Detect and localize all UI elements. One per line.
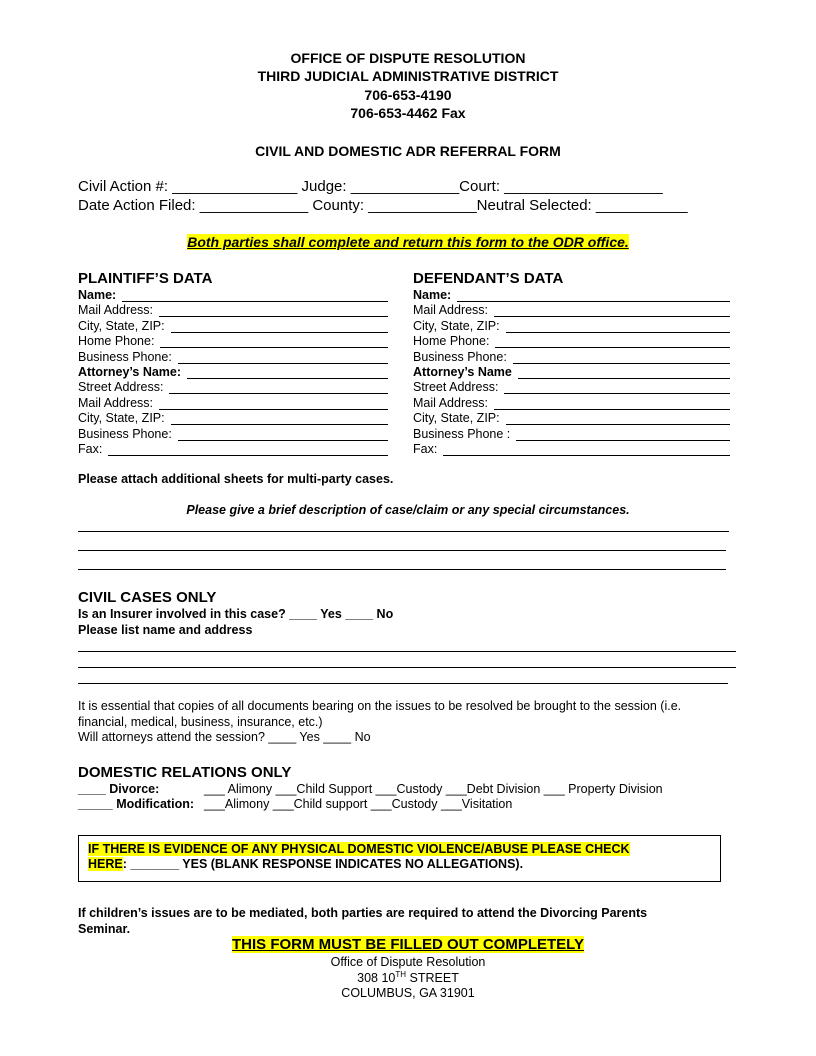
defendant-field-label: Home Phone: xyxy=(413,334,490,349)
plaintiff-field-line[interactable] xyxy=(159,316,388,317)
defendant-field-label: Name: xyxy=(413,288,452,302)
footer-street xyxy=(0,970,816,985)
footer-street-name: STREET xyxy=(406,971,459,986)
case-fields-row-2[interactable]: Date Action Filed: _____________ County: _____________Neutral Selected: ___________ xyxy=(78,197,688,214)
civil-title: CIVIL CASES ONLY xyxy=(78,589,217,606)
case-fields-row-1[interactable]: Civil Action #: _______________ Judge: _____________Court: ___________________ xyxy=(78,178,663,195)
children-note-line-1: If children’s issues are to be mediated, both parties are required to attend the Divorcing Parents xyxy=(78,906,648,920)
insurer-line-1[interactable] xyxy=(78,651,736,652)
plaintiff-field-line[interactable] xyxy=(171,332,388,333)
defendant-field-line[interactable] xyxy=(506,332,730,333)
plaintiff-field-label: City, State, ZIP: xyxy=(78,411,165,426)
defendant-field-label: City, State, ZIP: xyxy=(413,318,500,333)
violence-line-1-text: IF THERE IS EVIDENCE OF ANY PHYSICAL DOMESTIC VIOLENCE/ABUSE PLEASE CHECK xyxy=(88,842,630,856)
office-title: OFFICE OF DISPUTE RESOLUTION xyxy=(290,50,526,66)
notice-wrapper xyxy=(0,234,816,252)
insurer-question-text: Is an Insurer involved in this case? ____ Yes ____ No xyxy=(78,607,394,621)
description-prompt: Please give a brief description of case/claim or any special circumstances. xyxy=(186,503,630,517)
defendant-field-line[interactable] xyxy=(494,409,730,410)
defendant-field-line[interactable] xyxy=(518,378,730,379)
plaintiff-field-line[interactable] xyxy=(159,409,388,410)
description-line-1[interactable] xyxy=(78,531,729,532)
plaintiff-field-line[interactable] xyxy=(187,378,388,379)
defendant-field-line[interactable] xyxy=(494,316,730,317)
divorce-options[interactable]: ___ Alimony ___Child Support ___Custody ___Debt Division ___ Property Division xyxy=(204,782,663,796)
violence-line-2[interactable] xyxy=(88,857,523,871)
defendant-field-line[interactable] xyxy=(504,393,730,394)
footer-city: COLUMBUS, GA 31901 xyxy=(341,986,475,1000)
insurer-line-3[interactable] xyxy=(78,683,728,684)
children-note-line-2: Seminar. xyxy=(78,922,131,936)
defendant-field-label: Mail Address: xyxy=(413,395,489,410)
form-title: CIVIL AND DOMESTIC ADR REFERRAL FORM xyxy=(255,143,561,159)
footer-office: Office of Dispute Resolution xyxy=(330,955,486,969)
must-fill-wrapper xyxy=(0,936,816,954)
plaintiff-field-label: Name: xyxy=(78,288,117,302)
plaintiff-field-label: Mail Address: xyxy=(78,303,154,318)
essential-line-1: It is essential that copies of all documents bearing on the issues to be resolved be brought to the session (i.e. xyxy=(78,699,682,713)
defendant-field-label: Business Phone: xyxy=(413,349,507,364)
plaintiff-field-line[interactable] xyxy=(178,363,388,364)
plaintiff-field-label: Fax: xyxy=(78,442,103,456)
multi-party-note: Please attach additional sheets for multi-party cases. xyxy=(78,472,394,486)
attorneys-attend-question[interactable]: Will attorneys attend the session? ____ Yes ____ No xyxy=(78,730,371,744)
footer-street-suffix: TH xyxy=(395,970,407,979)
defendant-field-label: Fax: xyxy=(413,442,438,456)
footer-street-number: 308 10 xyxy=(357,971,396,986)
insurer-list-prompt: Please list name and address xyxy=(78,623,253,637)
plaintiff-field-label: Home Phone: xyxy=(78,334,155,349)
defendant-field-label: Business Phone : xyxy=(413,426,511,441)
modification-options[interactable]: ___Alimony ___Child support ___Custody ___Visitation xyxy=(204,797,513,811)
defendant-field-line[interactable] xyxy=(457,301,730,302)
modification-label[interactable]: _____ Modification: xyxy=(78,797,194,811)
plaintiff-field-line[interactable] xyxy=(122,301,388,302)
plaintiff-field-label: Mail Address: xyxy=(78,395,154,410)
plaintiff-field-label: Attorney’s Name: xyxy=(78,365,182,379)
defendant-field-line[interactable] xyxy=(443,455,730,456)
description-line-3[interactable] xyxy=(78,569,726,570)
plaintiff-field-line[interactable] xyxy=(169,393,388,394)
insurer-line-2[interactable] xyxy=(78,667,736,668)
divorce-label[interactable]: ____ Divorce: xyxy=(78,782,160,796)
defendant-field-line[interactable] xyxy=(513,363,730,364)
defendant-field-line[interactable] xyxy=(495,347,730,348)
plaintiff-title: PLAINTIFF’S DATA xyxy=(78,270,213,287)
insurer-question[interactable] xyxy=(78,607,393,621)
violence-line-1 xyxy=(88,842,630,856)
defendant-field-label: Street Address: xyxy=(413,380,499,395)
must-fill-notice: THIS FORM MUST BE FILLED OUT COMPLETELY xyxy=(232,936,584,953)
plaintiff-field-line[interactable] xyxy=(160,347,388,348)
plaintiff-field-label: Street Address: xyxy=(78,380,164,395)
fax-number: 706-653-4462 Fax xyxy=(350,105,466,121)
district-title: THIRD JUDICIAL ADMINISTRATIVE DISTRICT xyxy=(257,68,559,84)
defendant-field-label: Mail Address: xyxy=(413,303,489,318)
defendant-field-label: City, State, ZIP: xyxy=(413,411,500,426)
plaintiff-field-label: City, State, ZIP: xyxy=(78,318,165,333)
plaintiff-field-label: Business Phone: xyxy=(78,349,172,364)
defendant-title: DEFENDANT’S DATA xyxy=(413,270,564,287)
plaintiff-field-line[interactable] xyxy=(178,440,388,441)
plaintiff-field-line[interactable] xyxy=(171,424,388,425)
plaintiff-field-line[interactable] xyxy=(108,455,388,456)
return-notice: Both parties shall complete and return this form to the ODR office. xyxy=(187,234,629,250)
domestic-title: DOMESTIC RELATIONS ONLY xyxy=(78,764,292,781)
violence-here: HERE xyxy=(88,857,123,871)
description-line-2[interactable] xyxy=(78,550,726,551)
violence-yes-field[interactable]: : _______ YES (BLANK RESPONSE INDICATES NO ALLEGATIONS). xyxy=(122,857,524,871)
defendant-field-line[interactable] xyxy=(506,424,730,425)
essential-line-2: financial, medical, business, insurance, etc.) xyxy=(78,715,323,729)
plaintiff-field-label: Business Phone: xyxy=(78,426,172,441)
defendant-field-line[interactable] xyxy=(516,440,730,441)
phone-number: 706-653-4190 xyxy=(364,87,452,103)
defendant-field-label: Attorney’s Name xyxy=(413,365,512,379)
